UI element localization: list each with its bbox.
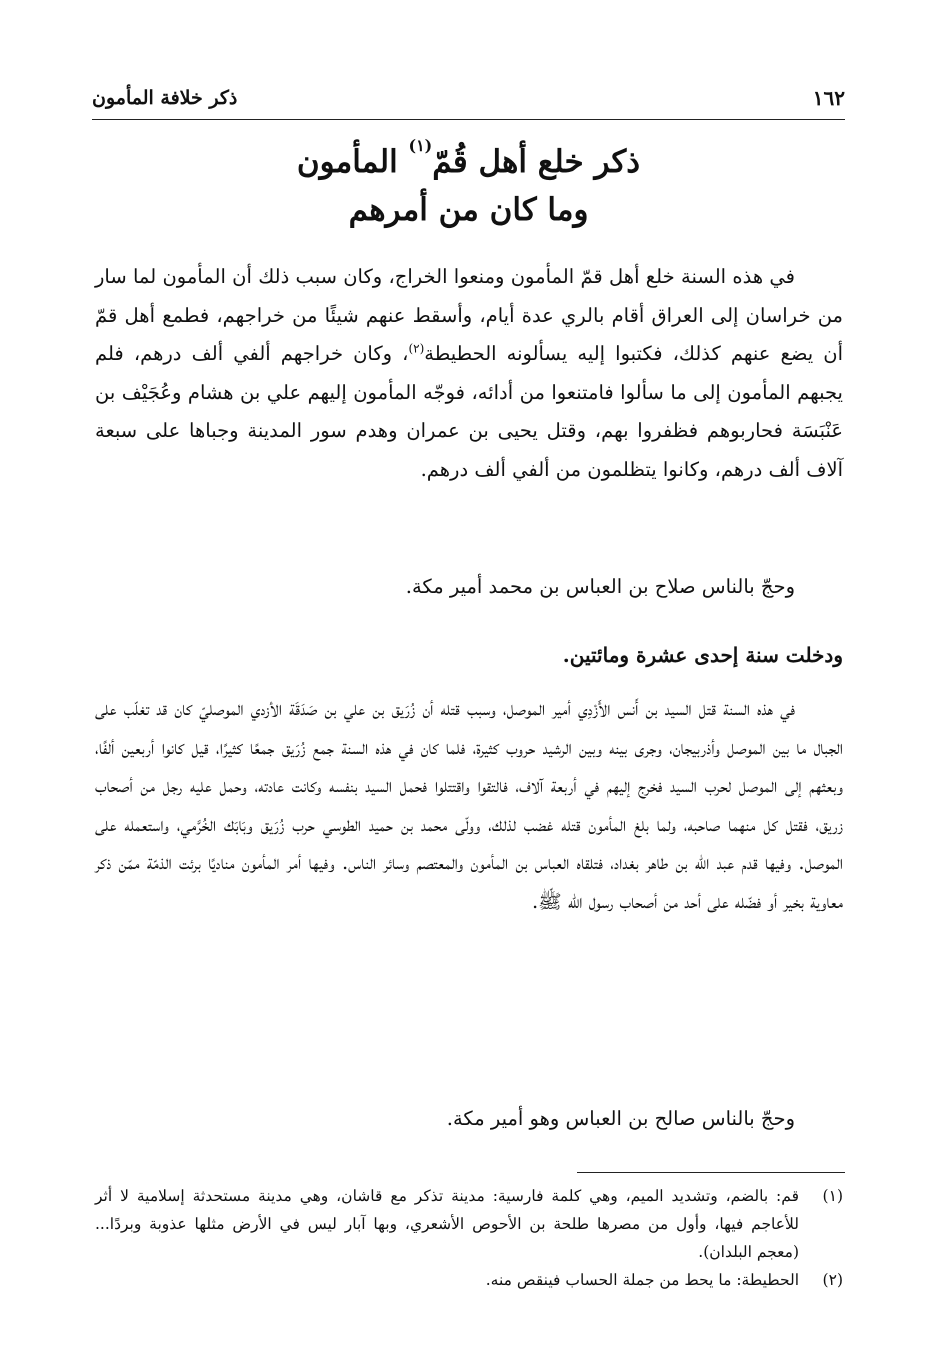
paragraph-text: في هذه السنة خلع أهل قمّ المأمون ومنعوا الخراج، وكان سبب ذلك أن المأمون لما سار من خراسان إلى العراق أقام بالري عدة أيام، وأسقط عنهم شيئًا من خراجهم، فطمع أهل قمّ أن يضع عنهم كذلك، فكتبوا إليه يسألونه الحطيطة (95, 265, 843, 366)
paragraph (95, 258, 843, 490)
footnote-2 (95, 1266, 843, 1294)
footnote-ref-1: (١) (408, 136, 433, 155)
footnote-number: (١) (822, 1187, 843, 1205)
section2-hajj (95, 1100, 843, 1139)
header-divider (92, 119, 845, 120)
section1-hajj (95, 568, 843, 607)
footnotes (95, 1182, 843, 1294)
chapter-title-text-end: المأمون (296, 144, 409, 180)
hajj-line: وحجّ بالناس صالح بن العباس وهو أمير مكة. (446, 1107, 795, 1130)
footnote-number: (٢) (822, 1271, 843, 1289)
footnote-text: قم: بالضم، وتشديد الميم، وهي كلمة فارسية: مدينة تذكر مع قاشان، وهي مدينة مستحدثة إسلامية لا أثر للأعاجم فيها، وأول من مصرها طلحة بن الأحوص الأشعري، وبها آبار ليس في الأرض مثلها عذوبة وبردًا... (معجم البلدان). (95, 1187, 799, 1261)
footnote-ref-2: (٢) (408, 341, 425, 356)
chapter-title-line-1 (92, 138, 845, 186)
running-title: ذكر خلافة المأمون (92, 87, 238, 109)
hajj-line: وحجّ بالناس صلاح بن العباس بن محمد أمير مكة. (405, 575, 795, 598)
footnote-divider (577, 1172, 845, 1173)
footnote-1 (95, 1182, 843, 1266)
chapter-title-line-2: وما كان من أمرهم (348, 192, 589, 228)
chapter-title-text: ذكر خلع أهل قُمّ (432, 144, 641, 180)
page-header (92, 78, 845, 118)
page-number: ١٦٢ (812, 86, 845, 110)
section1-body (95, 258, 843, 490)
section2-body (95, 690, 843, 922)
paragraph-text-cont: ، وكان خراجهم ألفي ألف درهم، فلم يجبهم المأمون إلى ما سألوا فامتنعوا من أدائه، فوجّه المأمون إليهم علي بن هشام وعُجَيْف بن عَنْبَسَة فحاربوهم فظفروا بهم، وقتل يحيى بن عمران وهدم سور المدينة وجباها على سبعة آلاف ألف درهم، وكانوا يتظلمون من ألفي ألف درهم. (95, 342, 843, 481)
paragraph: في هذه السنة قتل السيد بن أَنس الأَزْدِي أمير الموصل، وسبب قتله أن زُرَيق بن علي بن صَدَقَة الأزدي الموصليّ كان قد تغلّب على الجبال ما بين الموصل وأذربيجان، وجرى بينه وبين الرشيد حروب كثيرة، فلما كان في هذه السنة جمع زُرَيق جمعًا كثيرًا، قيل كانوا أربعين ألفًا، وبعثهم إلى الموصل لحرب السيد فخرج إليهم في أربعة آلاف، فالتقوا واقتتلوا فحمل السيد بنفسه وكانت عادته، وحمل عليه رجل من أصحاب زريق، فقتل كل منهما صاحبه، ولما بلغ المأمون قتله غضب لذلك، وولّى محمد بن حميد الطوسي حرب زُرَيق وبَابَك الخُرَّمي، واستعمله على الموصل. وفيها قدم عبد الله بن طاهر بغداد، فتلقاه العباس بن المأمون والمعتصم وسائر الناس. وفيها أمر المأمون مناديًا برئت الذمّة ممّن ذكر معاوية بخير أو فضّله على أحد من أصحاب رسول الله ﷺ. (95, 697, 843, 913)
chapter-title (92, 138, 845, 234)
year-heading: ودخلت سنة إحدى عشرة ومائتين. (562, 643, 843, 667)
footnote-text: الحطيطة: ما يحط من جملة الحساب فينقص منه. (485, 1271, 799, 1289)
